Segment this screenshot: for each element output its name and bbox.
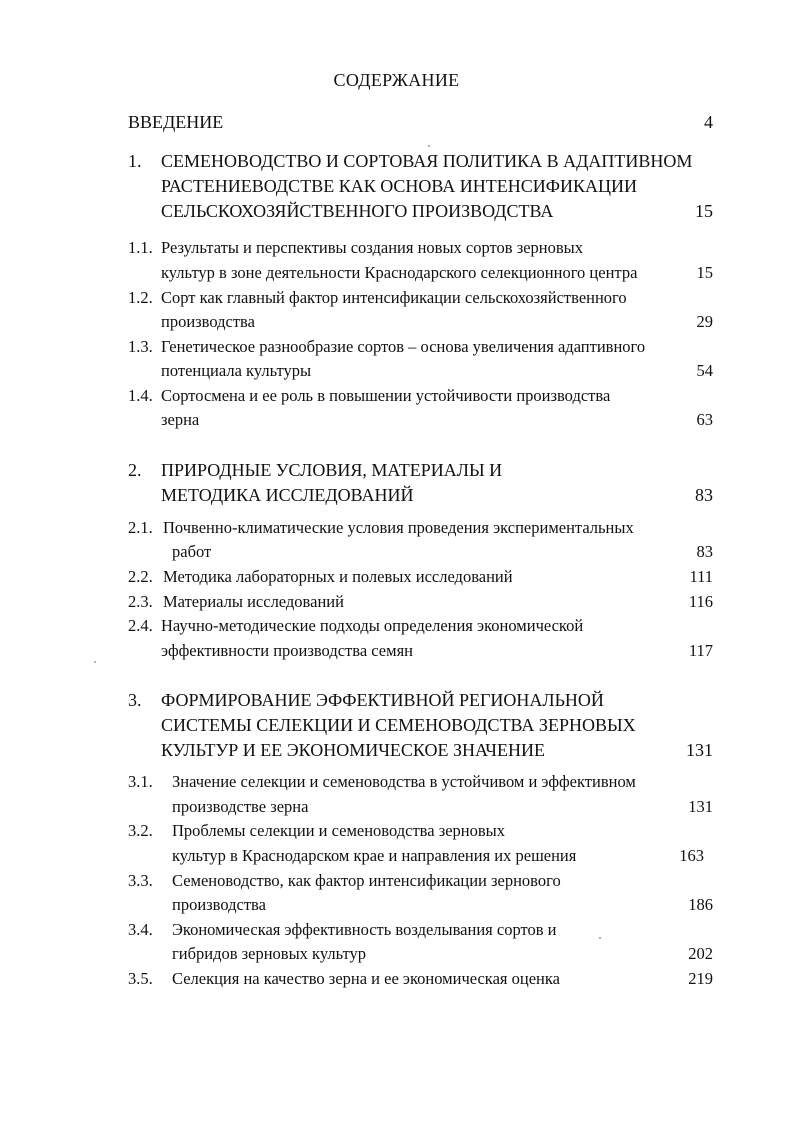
section-page: 163 (679, 846, 704, 865)
section-page: 63 (696, 410, 713, 429)
section-title-line: эффективности производства семян (161, 641, 413, 660)
chapter-title-line: ФОРМИРОВАНИЕ ЭФФЕКТИВНОЙ РЕГИОНАЛЬНОЙ (161, 690, 604, 710)
section-title-line: Семеноводство, как фактор интенсификации зернового (172, 871, 561, 890)
section-page: 116 (688, 592, 713, 611)
chapter-number: 1. (128, 151, 142, 171)
chapter-page: 15 (695, 201, 713, 221)
section-title-line: культур в зоне деятельности Краснодарского селекционного центра (161, 263, 638, 282)
section-page: 83 (696, 542, 713, 561)
chapter-page: 131 (686, 740, 713, 760)
chapter-number: 2. (128, 460, 142, 480)
section-number: 3.4. (128, 920, 153, 939)
section-number: 2.3. (128, 592, 153, 611)
section-title-line: производстве зерна (172, 797, 309, 816)
section-number: 3.1. (128, 772, 153, 791)
toc-intro-page: 4 (704, 112, 713, 132)
section-number: 1.1. (128, 238, 153, 257)
section-title-line: Сорт как главный фактор интенсификации сельскохозяйственного (161, 288, 627, 307)
section-title-line: Почвенно-климатические условия проведения экспериментальных (163, 518, 634, 537)
chapter-title-line: СЕМЕНОВОДСТВО И СОРТОВАЯ ПОЛИТИКА В АДАПТИВНОМ (161, 151, 693, 171)
chapter-number: 3. (128, 690, 142, 710)
section-title-line: Экономическая эффективность возделывания сортов и (172, 920, 557, 939)
section-number: 2.1. (128, 518, 153, 537)
chapter-title-line: СЕЛЬСКОХОЗЯЙСТВЕННОГО ПРОИЗВОДСТВА (161, 201, 554, 221)
section-page: 54 (696, 361, 713, 380)
section-page: 219 (688, 969, 713, 988)
scan-speck (599, 937, 601, 939)
section-title-line: Результаты и перспективы создания новых сортов зерновых (161, 238, 583, 257)
section-page: 131 (688, 797, 713, 816)
section-title-line: Методика лабораторных и полевых исследований (163, 567, 513, 586)
section-page: 15 (696, 263, 713, 282)
section-number: 1.3. (128, 337, 153, 356)
toc-intro-label: ВВЕДЕНИЕ (128, 112, 224, 132)
section-title-line: зерна (161, 410, 200, 429)
scan-speck (428, 145, 430, 147)
section-title-line: гибридов зерновых культур (172, 944, 366, 963)
section-page: 202 (688, 944, 713, 963)
section-title-line: Научно-методические подходы определения экономической (161, 616, 584, 635)
section-title-line: Значение селекции и семеноводства в устойчивом и эффективном (172, 772, 636, 791)
section-number: 2.4. (128, 616, 153, 635)
section-title-line: Проблемы селекции и семеноводства зерновых (172, 821, 505, 840)
section-page: 111 (689, 567, 713, 586)
section-title-line: производства (172, 895, 266, 914)
section-number: 3.3. (128, 871, 153, 890)
section-page: 29 (696, 312, 713, 331)
section-title-line: Генетическое разнообразие сортов – основа увеличения адаптивного (161, 337, 646, 356)
section-number: 2.2. (128, 567, 153, 586)
chapter-title-line: ПРИРОДНЫЕ УСЛОВИЯ, МАТЕРИАЛЫ И (161, 460, 503, 480)
section-number: 3.5. (128, 969, 153, 988)
section-title-line: потенциала культуры (161, 361, 312, 380)
section-number: 1.4. (128, 386, 153, 405)
section-title-line: Селекция на качество зерна и ее экономическая оценка (172, 969, 560, 988)
section-title-line: Сортосмена и ее роль в повышении устойчивости производства (161, 386, 611, 405)
section-title-line: Материалы исследований (163, 592, 344, 611)
chapter-title-line: МЕТОДИКА ИССЛЕДОВАНИЙ (161, 485, 414, 505)
section-title-line: производства (161, 312, 255, 331)
section-page: 186 (688, 895, 713, 914)
chapter-page: 83 (695, 485, 713, 505)
page-title: СОДЕРЖАНИЕ (333, 70, 460, 90)
scan-speck (94, 661, 96, 663)
section-title-line: культур в Краснодарском крае и направления их решения (172, 846, 577, 865)
chapter-title-line: КУЛЬТУР И ЕЕ ЭКОНОМИЧЕСКОЕ ЗНАЧЕНИЕ (161, 740, 545, 760)
chapter-title-line: РАСТЕНИЕВОДСТВЕ КАК ОСНОВА ИНТЕНСИФИКАЦИИ (161, 176, 638, 196)
chapter-title-line: СИСТЕМЫ СЕЛЕКЦИИ И СЕМЕНОВОДСТВА ЗЕРНОВЫХ (161, 715, 636, 735)
section-number: 1.2. (128, 288, 153, 307)
section-page: 117 (688, 641, 713, 660)
section-title-line: работ (172, 542, 212, 561)
section-number: 3.2. (128, 821, 153, 840)
